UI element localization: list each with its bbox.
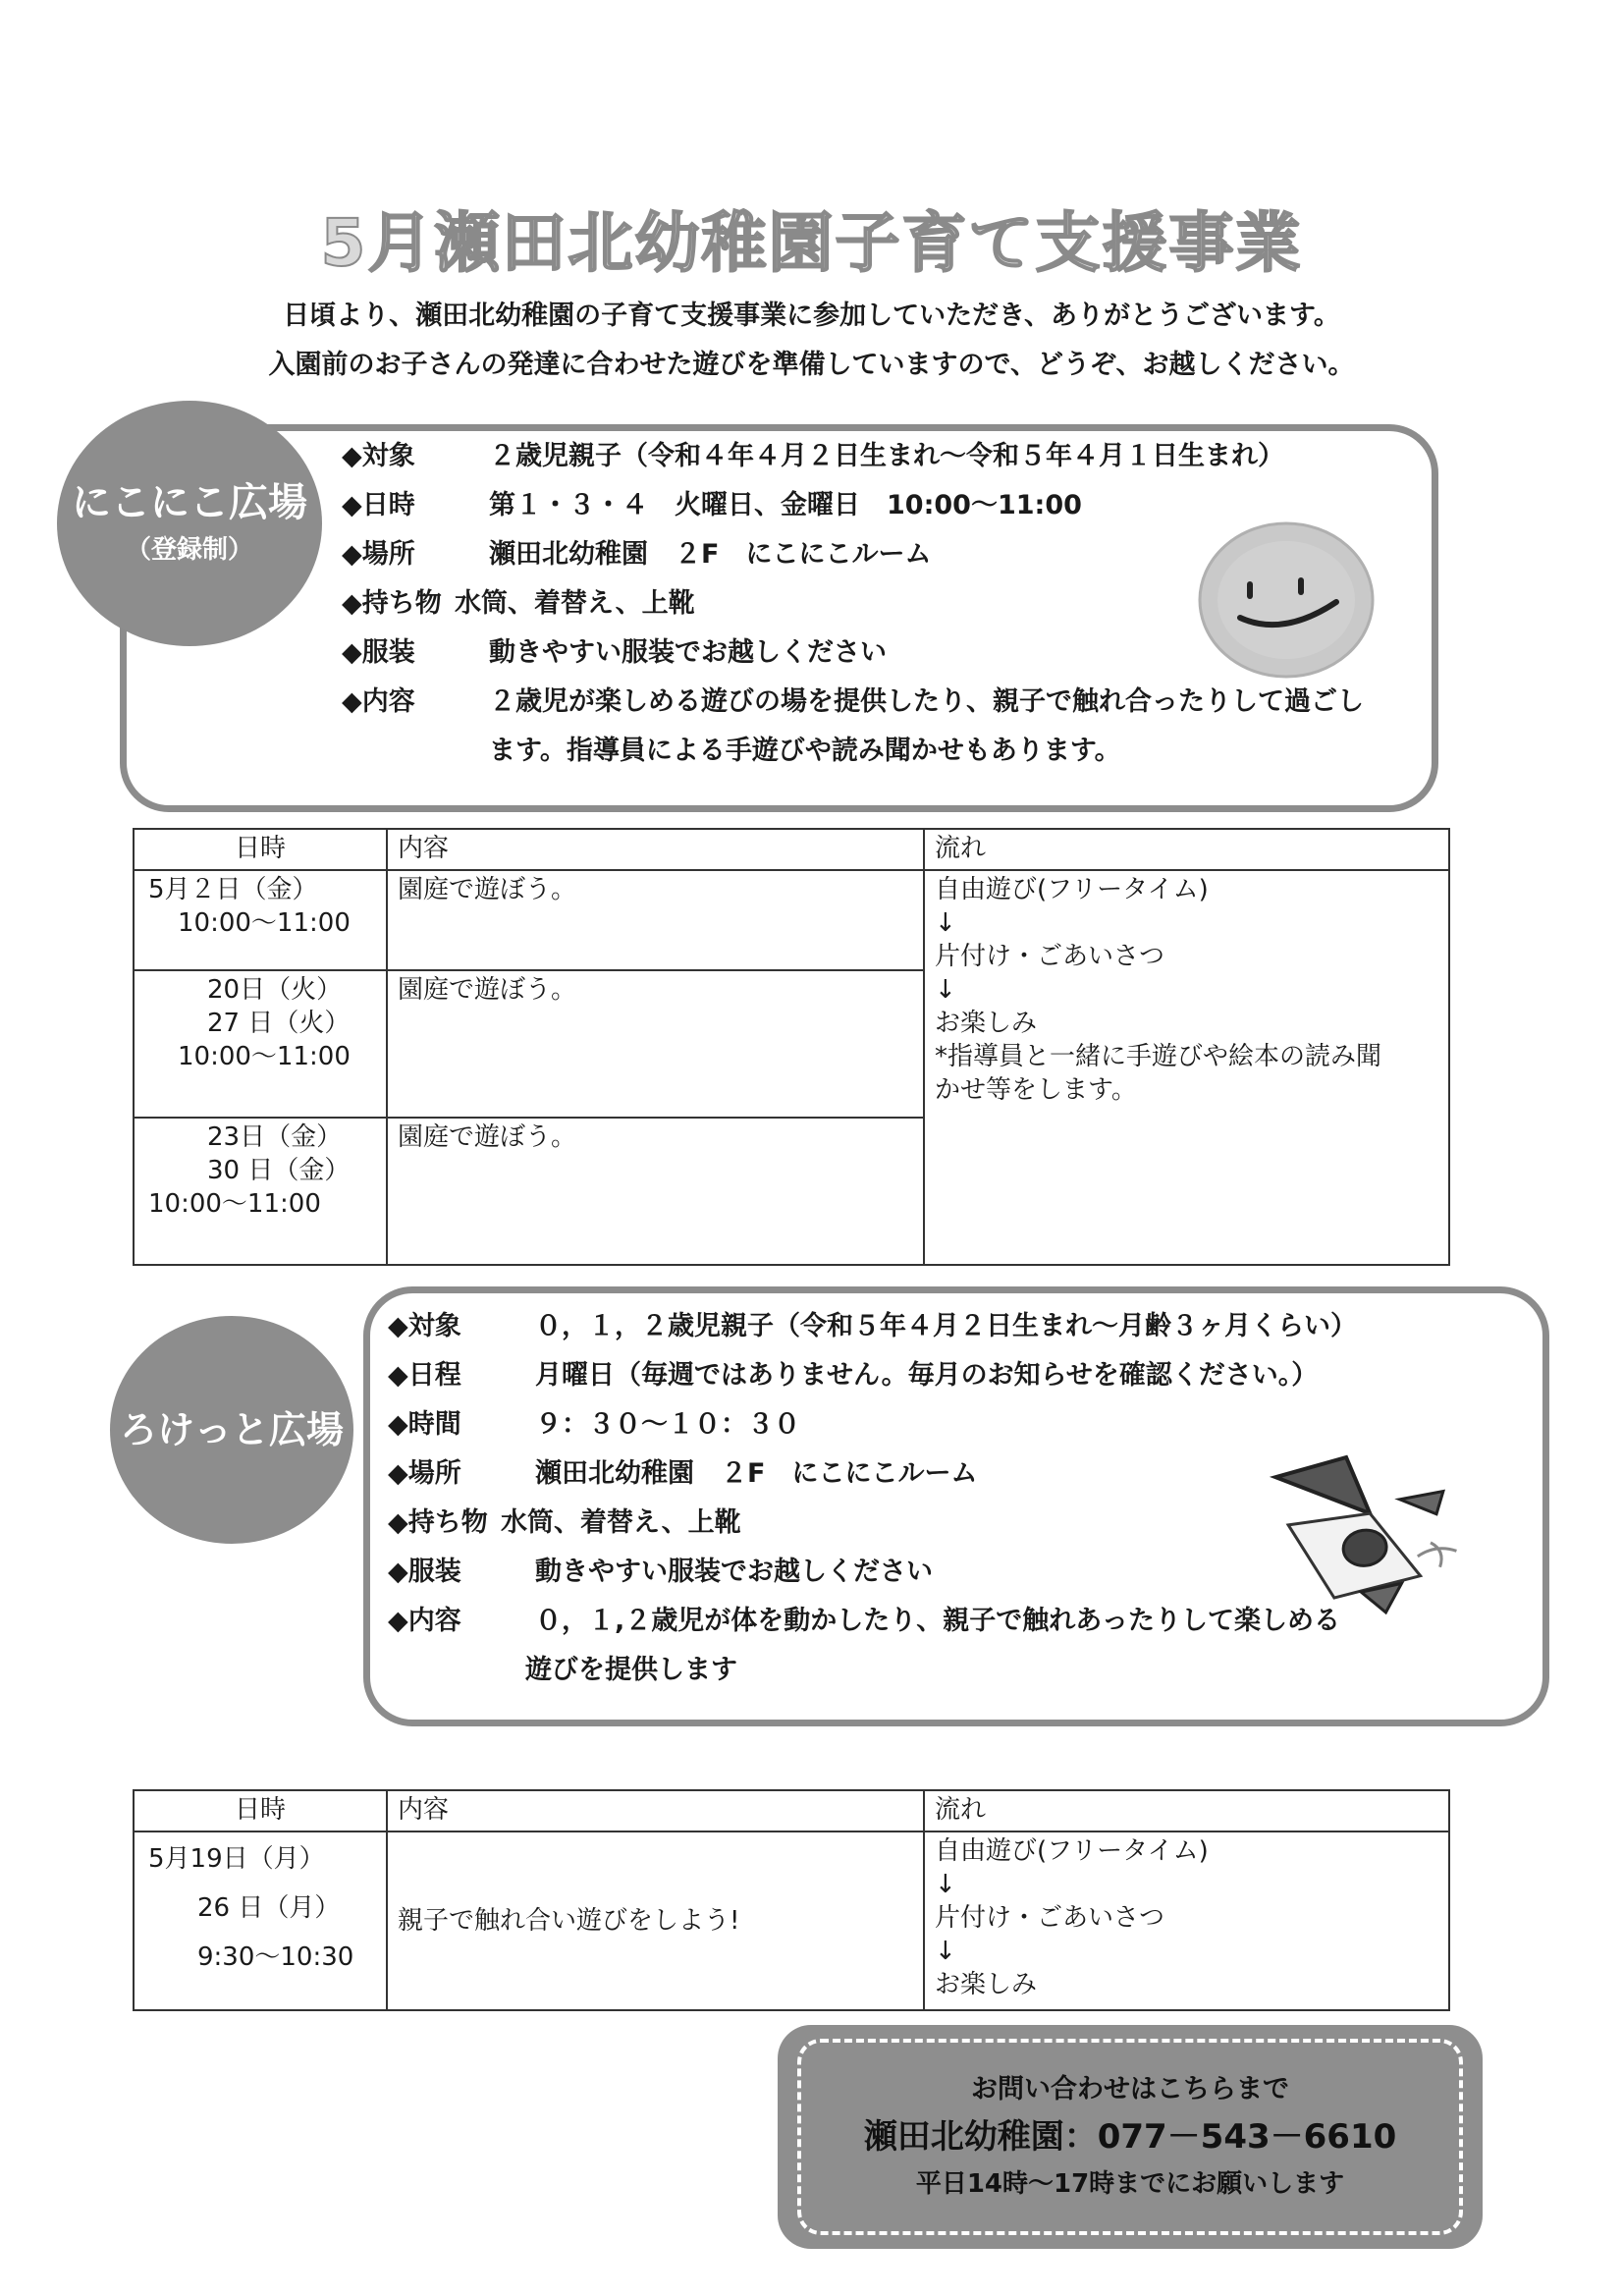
table-header-row — [134, 829, 1449, 870]
flow-cell — [924, 1831, 1449, 2010]
flow-cell — [924, 870, 1449, 1265]
rocket-icon — [1267, 1444, 1492, 1620]
row-label: ◆日程 — [388, 1360, 461, 1391]
date-cell — [134, 970, 387, 1118]
flow-line: お楽しみ — [935, 1970, 1038, 1999]
header-content: 内容 — [387, 829, 924, 870]
nikoniko-badge — [57, 401, 322, 646]
nikoniko-badge-title: にこにこ広場 — [72, 480, 307, 525]
flow-arrow: ↓ — [935, 1937, 956, 1966]
table-row — [134, 1831, 1449, 2010]
row-value: ０，１，２歳児親子（令和５年４月２日生まれ～月齢３ヶ月くらい） — [535, 1311, 1357, 1341]
header-content: 内容 — [387, 1790, 924, 1831]
row-label: ◆内容 — [388, 1606, 461, 1636]
date-line: 5月19日（月） — [148, 1844, 325, 1874]
rocket-content-cont: 遊びを提供します — [525, 1655, 737, 1685]
row-label: ◆対象 — [388, 1311, 461, 1341]
flow-line: お楽しみ — [935, 1009, 1038, 1038]
content-cell: 親子で触れ合い遊びをしよう! — [387, 1831, 924, 2010]
flow-arrow: ↓ — [935, 1870, 956, 1899]
row-value: ２歳児が楽しめる遊びの場を提供したり、親子で触れ合ったりして過ごし — [489, 686, 1364, 717]
time-line: 10:00～11:00 — [148, 1189, 321, 1219]
contact-hours: 平日14時～17時までにお願いします — [915, 2169, 1345, 2199]
content-cell: 園庭で遊ぼう。 — [387, 1118, 924, 1265]
row-value: ２歳児親子（令和４年４月２日生まれ～令和５年４月１日生まれ） — [489, 441, 1284, 471]
flow-note: *指導員と一緒に手遊びや絵本の読み聞 — [935, 1042, 1382, 1071]
nikoniko-content-cont: ます。指導員による手遊びや読み聞かせもあります。 — [489, 736, 1121, 766]
table-header-row — [134, 1790, 1449, 1831]
contact-box — [778, 2025, 1483, 2249]
row-value: 水筒、着替え、上靴 — [501, 1507, 741, 1538]
flow-arrow: ↓ — [935, 975, 956, 1005]
nikoniko-badge-sub: （登録制） — [125, 535, 253, 565]
intro-line-1: 日頃より、瀬田北幼稚園の子育て支援事業に参加していただき、ありがとうございます。 — [283, 301, 1340, 331]
nikoniko-row-target — [342, 440, 1422, 489]
table-row — [134, 870, 1449, 970]
row-value: 動きやすい服装でお越しください — [535, 1557, 933, 1587]
intro-line-2: 入園前のお子さんの発達に合わせた遊びを準備していますので、どうぞ、お越しください。 — [268, 350, 1355, 380]
contact-heading: お問い合わせはこちらまで — [971, 2074, 1289, 2105]
flow-line: 片付け・ごあいさつ — [935, 942, 1165, 971]
time-line: 10:00～11:00 — [178, 1042, 351, 1071]
row-value: 瀬田北幼稚園 ２F にこにこルーム — [535, 1458, 978, 1489]
row-label: ◆場所 — [388, 1458, 461, 1489]
date-line: 20日（火） — [207, 975, 343, 1005]
row-value: 瀬田北幼稚園 ２F にこにこルーム — [489, 539, 932, 570]
row-value: 動きやすい服装でお越しください — [489, 637, 887, 668]
date-line: 30 日（金） — [207, 1156, 351, 1185]
row-label: ◆日時 — [342, 490, 415, 520]
contact-inner — [797, 2039, 1463, 2235]
content-cell: 園庭で遊ぼう。 — [387, 970, 924, 1118]
row-value: 水筒、着替え、上靴 — [455, 588, 695, 619]
row-value: 月曜日（毎週ではありません。毎月のお知らせを確認ください。） — [535, 1360, 1319, 1391]
date-cell — [134, 1118, 387, 1265]
date-line: 26 日（月） — [197, 1893, 341, 1923]
row-label: ◆内容 — [342, 686, 415, 717]
date-cell — [134, 870, 387, 970]
flow-line: 片付け・ごあいさつ — [935, 1903, 1165, 1933]
flow-arrow: ↓ — [935, 908, 956, 938]
flow-line: 自由遊び(フリータイム) — [935, 875, 1209, 904]
header-flow: 流れ — [924, 829, 1449, 870]
flow-note: かせ等をします。 — [935, 1075, 1137, 1105]
row-value: 第１・３・４ 火曜日、金曜日 10:00～11:00 — [489, 490, 1082, 520]
rocket-row-schedule — [388, 1359, 1468, 1408]
rocket-badge — [110, 1316, 353, 1544]
header-datetime: 日時 — [134, 829, 387, 870]
row-label: ◆場所 — [342, 539, 415, 570]
contact-phone: 瀬田北幼稚園：077－543－6610 — [863, 2117, 1397, 2157]
date-line: 27 日（火） — [207, 1009, 351, 1038]
row-value: ９：３０～１０：３０ — [535, 1409, 800, 1440]
nikoniko-schedule-table — [133, 828, 1450, 1266]
row-value: ０，１,２歳児が体を動かしたり、親子で触れあったりして楽しめる — [535, 1606, 1340, 1636]
row-label: ◆服装 — [342, 637, 415, 668]
smiley-face-icon — [1193, 518, 1380, 680]
flow-line: 自由遊び(フリータイム) — [935, 1836, 1209, 1866]
date-line: 5月２日（金） — [148, 875, 318, 904]
header-flow: 流れ — [924, 1790, 1449, 1831]
content-cell: 園庭で遊ぼう。 — [387, 870, 924, 970]
time-line: 10:00～11:00 — [178, 908, 351, 938]
row-label: ◆持ち物 — [388, 1507, 488, 1538]
header-datetime: 日時 — [134, 1790, 387, 1831]
row-label: ◆時間 — [388, 1409, 461, 1440]
time-line: 9:30～10:30 — [197, 1942, 354, 1972]
date-cell — [134, 1831, 387, 2010]
page-title: 5月瀬田北幼稚園子育て支援事業 — [320, 205, 1303, 281]
row-label: ◆服装 — [388, 1557, 461, 1587]
rocket-schedule-table — [133, 1789, 1450, 2011]
date-line: 23日（金） — [207, 1122, 343, 1152]
row-label: ◆対象 — [342, 441, 415, 471]
row-label: ◆持ち物 — [342, 588, 442, 619]
nikoniko-row-content — [342, 685, 1422, 735]
rocket-badge-title: ろけっと広場 — [119, 1408, 344, 1451]
rocket-row-target — [388, 1310, 1468, 1359]
